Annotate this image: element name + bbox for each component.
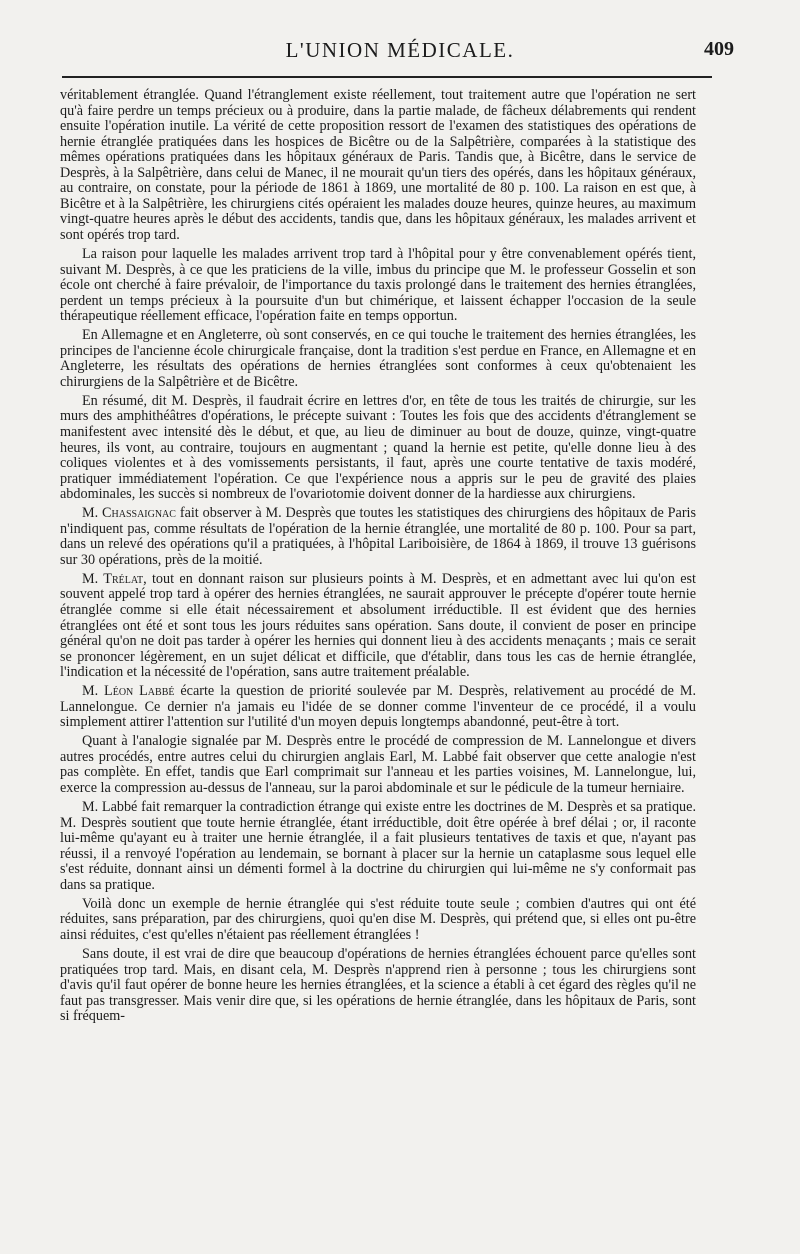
paragraph-text: En résumé, dit M. Desprès, il faudrait écrire en lettres d'or, en tête de tous les traités de chirurgie, sur les murs des amphithéâtres d'opérations, le précepte suivant : Toutes les fois que des accidents d'étranglement se manifestent avec intensité dès le début, et que, au lieu de diminuer au bout de douze, quinze, vingt-quatre heures, ils vont, au contraire, toujours en augmentant ; quand la hernie est petite, qu'elle donne lieu à des coliques violentes et à des vomissements persistants, il faut, après une courte tentative de taxis modéré, pratiquer immédiatement l'opération. Ce que l'expérience nous a appris sur le peu de gravité des plaies abdominales, les succès si nombreux de l'ovariotomie doivent donner de la hardiesse aux chirurgiens. [60,392,696,503]
paragraph-text: M. Labbé fait remarquer la contradiction étrange qui existe entre les doctrines de M. Desprès et sa pratique. M. Desprès soutient que toute hernie étranglée, étant irréductible, doit être opérée à bref délai ; or, il raconte lui-même qu'ayant eu à traiter une hernie étranglée, il a fait plusieurs tentatives de taxis et que, n'ayant pas réussi, il a renvoyé l'opération au lendemain, se bornant à placer sur la hernie un cataplasme sous lequel elle s'est réduite, donnant ainsi un démenti formel à la doctrine du chirurgien qui lui-même ne s'y conformait pas dans sa pratique. [60,799,696,893]
paragraph-10 [60,897,696,944]
paragraph-text: Voilà donc un exemple de hernie étranglée qui s'est réduite toute seule ; combien d'autres qui ont été réduites, sans préparation, par des chirurgiens, quoi qu'en dise M. Desprès, qui prétend que, si elles ont pu-être ainsi réduites, c'est qu'elles n'étaient pas réellement étranglées ! [60,895,696,943]
paragraph-7 [60,684,696,731]
paragraph-text: , tout en donnant raison sur plusieurs points à M. Desprès, et en admettant avec lui qu'on est souvent appelé trop tard à opérer des hernies étranglées, ne saurait approuver le précepte d'opérer toute hernie étranglée comme si elle était nécessairement et absolument irréductible. Il est évident que des hernies étranglées ont été et sont tous les jours réduites sans opération. Sans doute, il convient de poser en principe général qu'on ne doit pas tarder à opérer les hernies qui donnent lieu à des accidents menaçants ; mais ce serait se prononcer légèrement, en un sujet délicat et difficile, que d'établir, dans tous les cas de hernie étranglée, l'indication et la nécessité de l'opération, sans autre traitement préalable. [60,570,696,681]
paragraph-11 [60,947,696,1025]
page-number: 409 [704,38,734,60]
paragraph-4 [60,394,696,503]
speaker-name: M. Léon Labbé [82,683,175,700]
body-text [60,88,696,1028]
paragraph-text: En Allemagne et en Angleterre, où sont conservés, en ce qui touche le traitement des hernies étranglées, les principes de l'ancienne école chirurgicale française, dont la tradition s'est perdue en France, en Allemagne et en Angleterre, les résultats des opérations de hernies étranglées sont conformes à ceux qu'obtenaient les chirurgiens de la Salpêtrière et de Bicêtre. [60,327,696,390]
paragraph-9 [60,800,696,893]
paragraph-text: La raison pour laquelle les malades arrivent trop tard à l'hôpital pour y être convenablement opérés tient, suivant M. Desprès, à ce que les praticiens de la ville, imbus du principe que M. le professeur Gosselin et son école ont cherché à faire prévaloir, de l'importance du taxis prolongé dans le traitement des hernies étranglées, perdent un temps précieux à la poursuite d'un but chimérique, et laissent échapper l'occasion de la seule thérapeutique réellement efficace, l'opération faite en temps opportun. [60,245,696,325]
paragraph-6 [60,572,696,681]
paragraph-text: véritablement étranglée. Quand l'étranglement existe réellement, tout traitement autre que l'opération ne sert qu'à faire perdre un temps précieux ou à produire, dans la partie malade, de fâcheux délabrements qui rendent ensuite l'opération inutile. La vérité de cette proposition ressort de l'examen des statistiques des opérations de hernie étranglée pratiquées dans les hospices de Bicêtre ou de la Salpêtrière, comparées à la statistique des mêmes opérations pratiquées dans les hôpitaux généraux de Paris. Tandis que, à Bicêtre, dans le service de Desprès, à la Salpêtrière, dans celui de Manec, il ne mourait qu'un tiers des opérés, dans les hôpitaux généraux, au contraire, on constate, pour la période de 1861 à 1869, une mortalité de 80 p. 100. La raison en est que, à Bicêtre et à la Salpêtrière, les chirurgiens cités opéraient les malades douze heures, quinze heures, au maximum vingt-quatre heures après le début des accidents, tandis que, dans les hôpitaux généraux, les malades arrivent et sont opérés trop tard. [60,87,696,243]
paragraph-2 [60,247,696,325]
paragraph-8 [60,734,696,796]
paragraph-text: Sans doute, il est vrai de dire que beaucoup d'opérations de hernies étranglées échouent parce qu'elles sont pratiquées trop tard. Mais, en disant cela, M. Desprès n'apprend rien à personne ; tous les chirurgiens sont d'avis qu'il faut opérer de bonne heure les hernies étranglées, et la science a établi à cet égard des règles qu'il ne faut pas transgresser. Mais venir dire que, si les opérations de hernie étranglée, dans les hôpitaux de Paris, sont si fréquem- [60,945,696,1025]
paragraph-text: Quant à l'analogie signalée par M. Desprès entre le procédé de compression de M. Lannelongue et divers autres procédés, entre autres celui du chirurgien anglais Earl, M. Labbé fait observer que cette analogie n'est pas complète. En effet, tandis que Earl comprimait sur l'anneau et les parties voisines, M. Lannelongue, lui, exerce la compression au-dessus de l'anneau, sur la paroi abdominale et sur le pédicule de la tumeur herniaire. [60,733,696,797]
page-header [60,38,740,72]
speaker-name: M. Trélat [82,570,144,587]
paragraph-text: fait observer à M. Desprès que toutes les statistiques des chirurgiens des hôpitaux de Paris n'indiquent pas, comme résultats de l'opération de la hernie étranglée, une mortalité de 80 p. 100. Pour sa part, dans un relevé des opérations qu'il a pratiquées, à l'hôpital Lariboisière, de 1864 à 1869, il trouve 13 guérisons sur 30 opérations, près de la moitié. [60,505,697,568]
paragraph-5 [60,506,696,568]
paragraph-text: écarte la question de priorité soulevée par M. Desprès, relativement au procédé de M. Lannelongue. Ce dernier n'a jamais eu l'idée de se donner comme l'inventeur de ce procédé, il a voulu simplement attirer l'attention sur l'utilité d'un moyen depuis longtemps abandonné, peut-être à tort. [60,683,696,731]
running-title: L'UNION MÉDICALE. [285,38,515,62]
header-rule [62,76,712,78]
paragraph-3 [60,328,696,390]
paragraph-1 [60,88,696,243]
speaker-name: M. Chassaignac [82,505,176,522]
